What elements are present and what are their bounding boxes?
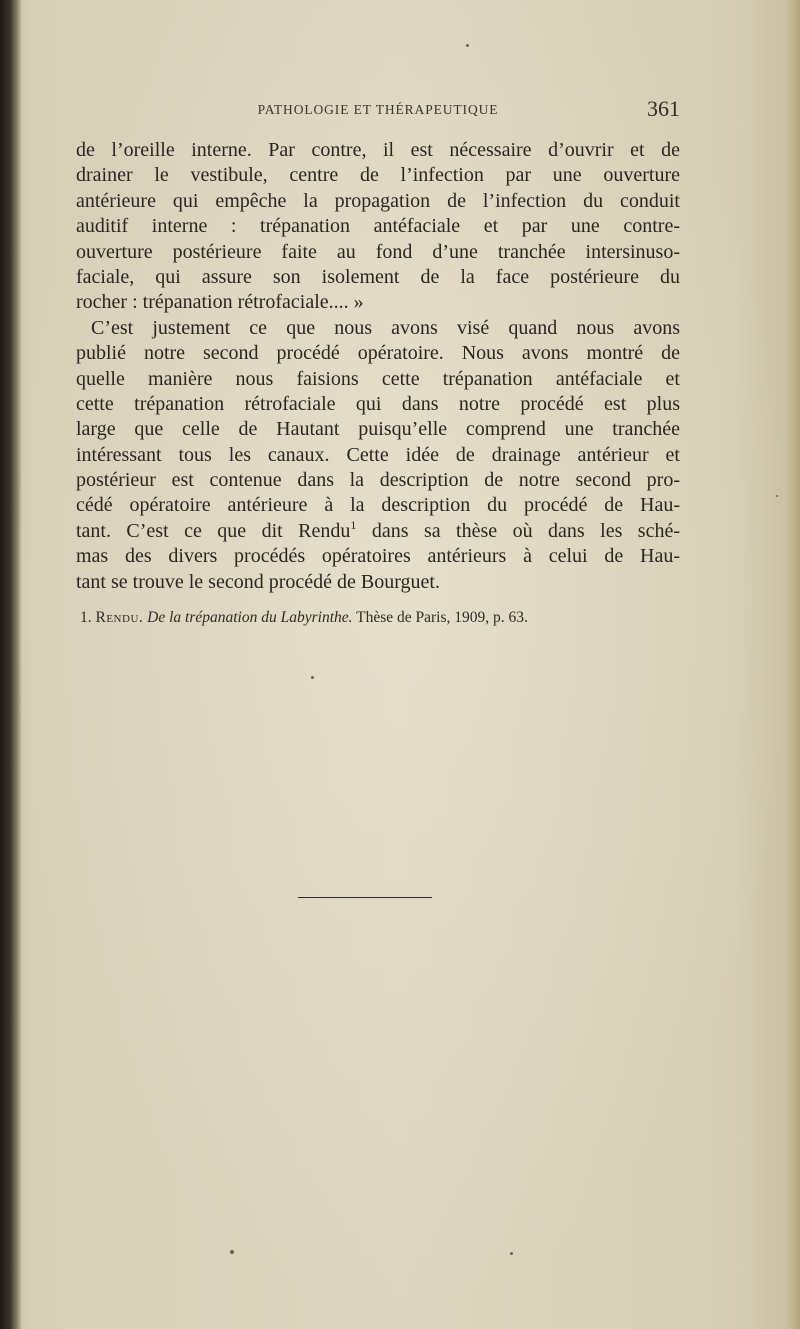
text-line: drainer le vestibule, centre de l’infection par une ouverture (76, 164, 680, 187)
section-divider (298, 897, 432, 898)
paper-speck (230, 1250, 234, 1254)
text-line: postérieur est contenue dans la description de notre second pro- (76, 469, 680, 492)
text-line: tant se trouve le second procédé de Bourguet. (76, 570, 440, 593)
text-line: antérieure qui empêche la propagation de l’infection du conduit (76, 189, 680, 212)
text-segment: tant. C’est ce que dit Rendu (76, 519, 351, 542)
text-line: cette trépanation rétrofaciale qui dans notre procédé est plus (76, 392, 680, 415)
page-number: 361 (647, 96, 680, 121)
footnote-reference[interactable]: 1 (350, 517, 357, 532)
page-header (76, 96, 680, 124)
footnote-details: Thèse de Paris, 1909, p. 63. (356, 609, 528, 626)
running-head: PATHOLOGIE ET THÉRAPEUTIQUE (257, 102, 499, 117)
text-segment: dans sa thèse où dans les sché- (371, 519, 680, 542)
text-line: rocher : trépanation rétrofaciale.... » (76, 291, 364, 314)
paper-speck (510, 1252, 513, 1255)
paper-speck (776, 495, 778, 497)
paper-speck (311, 676, 314, 679)
body-text (76, 138, 680, 595)
text-line-with-footnote (76, 519, 680, 544)
footnote-title: De la trépanation du Labyrinthe. (147, 609, 353, 626)
text-line: auditif interne : trépanation antéfaciale et par une contre- (76, 215, 680, 238)
text-line: de l’oreille interne. Par contre, il est nécessaire d’ouvrir et de (76, 139, 680, 161)
text-line: cédé opératoire antérieure à la description du procédé de Hau- (76, 494, 680, 517)
text-line: quelle manière nous faisions cette trépanation antéfaciale et (76, 367, 680, 390)
paper-speck (466, 44, 469, 47)
text-line: faciale, qui assure son isolement de la face postérieure du (76, 265, 680, 288)
footnote (80, 608, 700, 628)
page-edge (786, 0, 800, 1329)
text-line: mas des divers procédés opératoires antérieurs à celui de Hau- (76, 545, 680, 568)
text-line: ouverture postérieure faite au fond d’une tranchée intersinuso- (76, 240, 680, 263)
footnote-number: 1. (80, 609, 92, 626)
footnote-author: Rendu. (95, 609, 144, 626)
book-spine-shadow (0, 0, 22, 1329)
text-line: large que celle de Hautant puisqu’elle comprend une tranchée (76, 418, 680, 441)
text-line: publié notre second procédé opératoire. Nous avons montré de (76, 342, 680, 365)
text-line: C’est justement ce que nous avons visé quand nous avons (91, 316, 680, 339)
text-line: intéressant tous les canaux. Cette idée de drainage antérieur et (76, 443, 680, 466)
